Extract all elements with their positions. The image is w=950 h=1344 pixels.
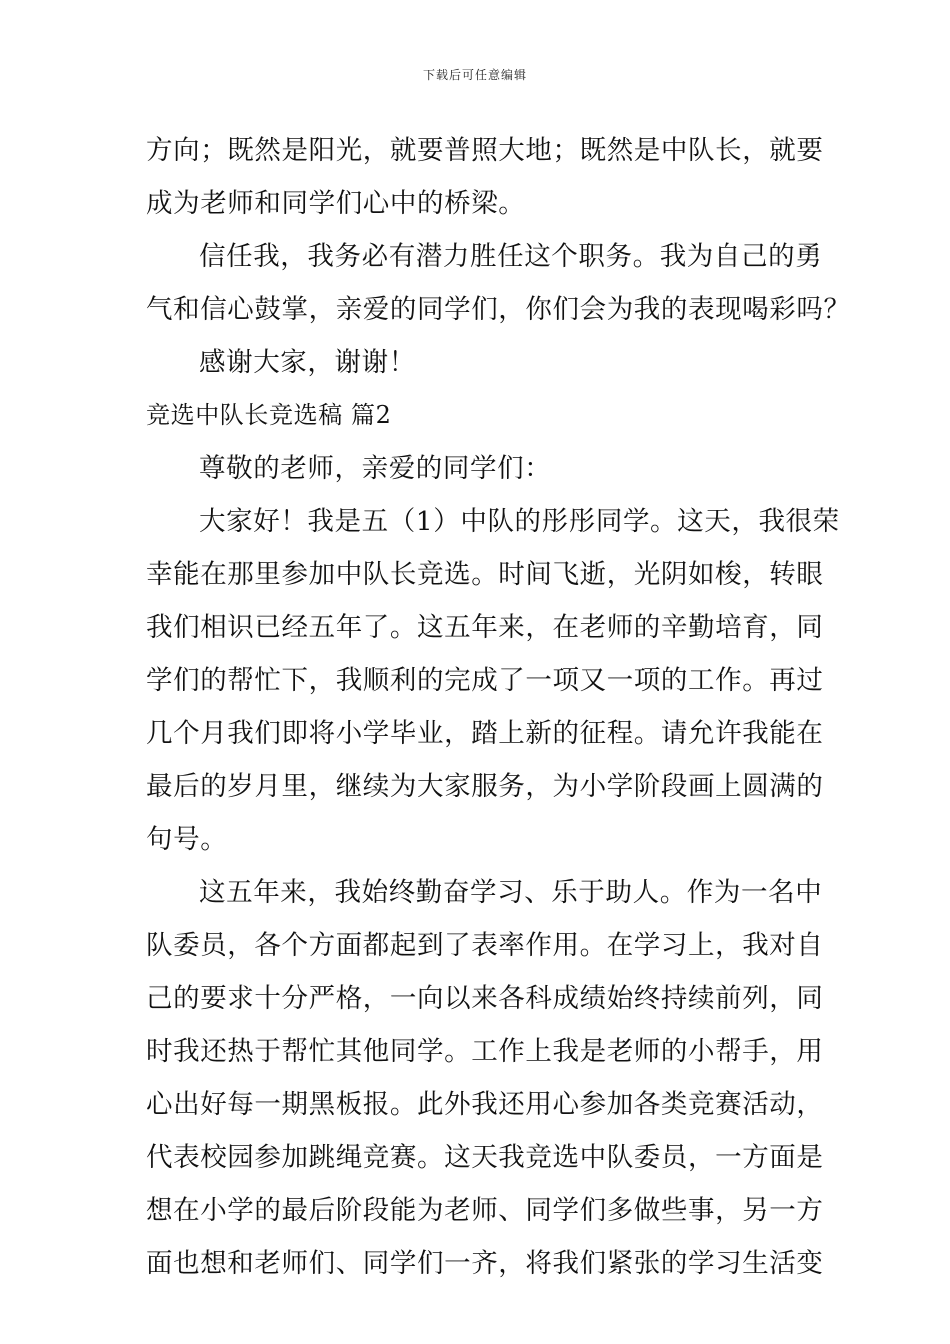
text-line: 几个月我们即将小学毕业，踏上新的征程。请允许我能在 (146, 718, 824, 749)
text-line: 句号。 (146, 824, 228, 855)
text-line: 最后的岁月里，继续为大家服务，为小学阶段画上圆满的 (146, 771, 824, 802)
text-line: 感谢大家，谢谢！ (199, 347, 416, 378)
text-line: 方向；既然是阳光，就要普照大地；既然是中队长，就要 (146, 135, 824, 166)
text-line: 幸能在那里参加中队长竞选。时间飞逝，光阴如梭，转眼 (146, 559, 824, 590)
text-line: 成为老师和同学们心中的桥梁。 (146, 188, 526, 219)
text-line: 大家好！我是五（1）中队的彤彤同学。这天，我很荣 (199, 506, 840, 537)
text-line: 代表校园参加跳绳竞赛。这天我竞选中队委员，一方面是 (146, 1142, 824, 1173)
text-line: 心出好每一期黑板报。此外我还用心参加各类竞赛活动， (146, 1089, 824, 1120)
text-line: 时我还热于帮忙其他同学。工作上我是老师的小帮手，用 (146, 1036, 824, 1067)
text-line: 己的要求十分严格，一向以来各科成绩始终持续前列，同 (146, 983, 824, 1014)
text-line: 面也想和老师们、同学们一齐，将我们紧张的学习生活变 (146, 1248, 824, 1279)
text-line: 学们的帮忙下，我顺利的完成了一项又一项的工作。再过 (146, 665, 824, 696)
text-line: 这五年来，我始终勤奋学习、乐于助人。作为一名中 (199, 877, 823, 908)
text-line: 信任我，我务必有潜力胜任这个职务。我为自己的勇 (199, 241, 823, 272)
header-note: 下载后可任意编辑 (422, 68, 527, 82)
body-text (146, 124, 851, 1290)
text-line: 想在小学的最后阶段能为老师、同学们多做些事，另一方 (146, 1195, 824, 1226)
text-line: 尊敬的老师，亲爱的同学们： (199, 453, 552, 484)
text-line: 我们相识已经五年了。这五年来，在老师的辛勤培育，同 (146, 612, 824, 643)
text-line: 气和信心鼓掌，亲爱的同学们，你们会为我的表现喝彩吗？ (146, 294, 851, 325)
section-heading: 竞选中队长竞选稿 篇2 (146, 401, 392, 429)
text-line: 队委员，各个方面都起到了表率作用。在学习上，我对自 (146, 930, 824, 961)
